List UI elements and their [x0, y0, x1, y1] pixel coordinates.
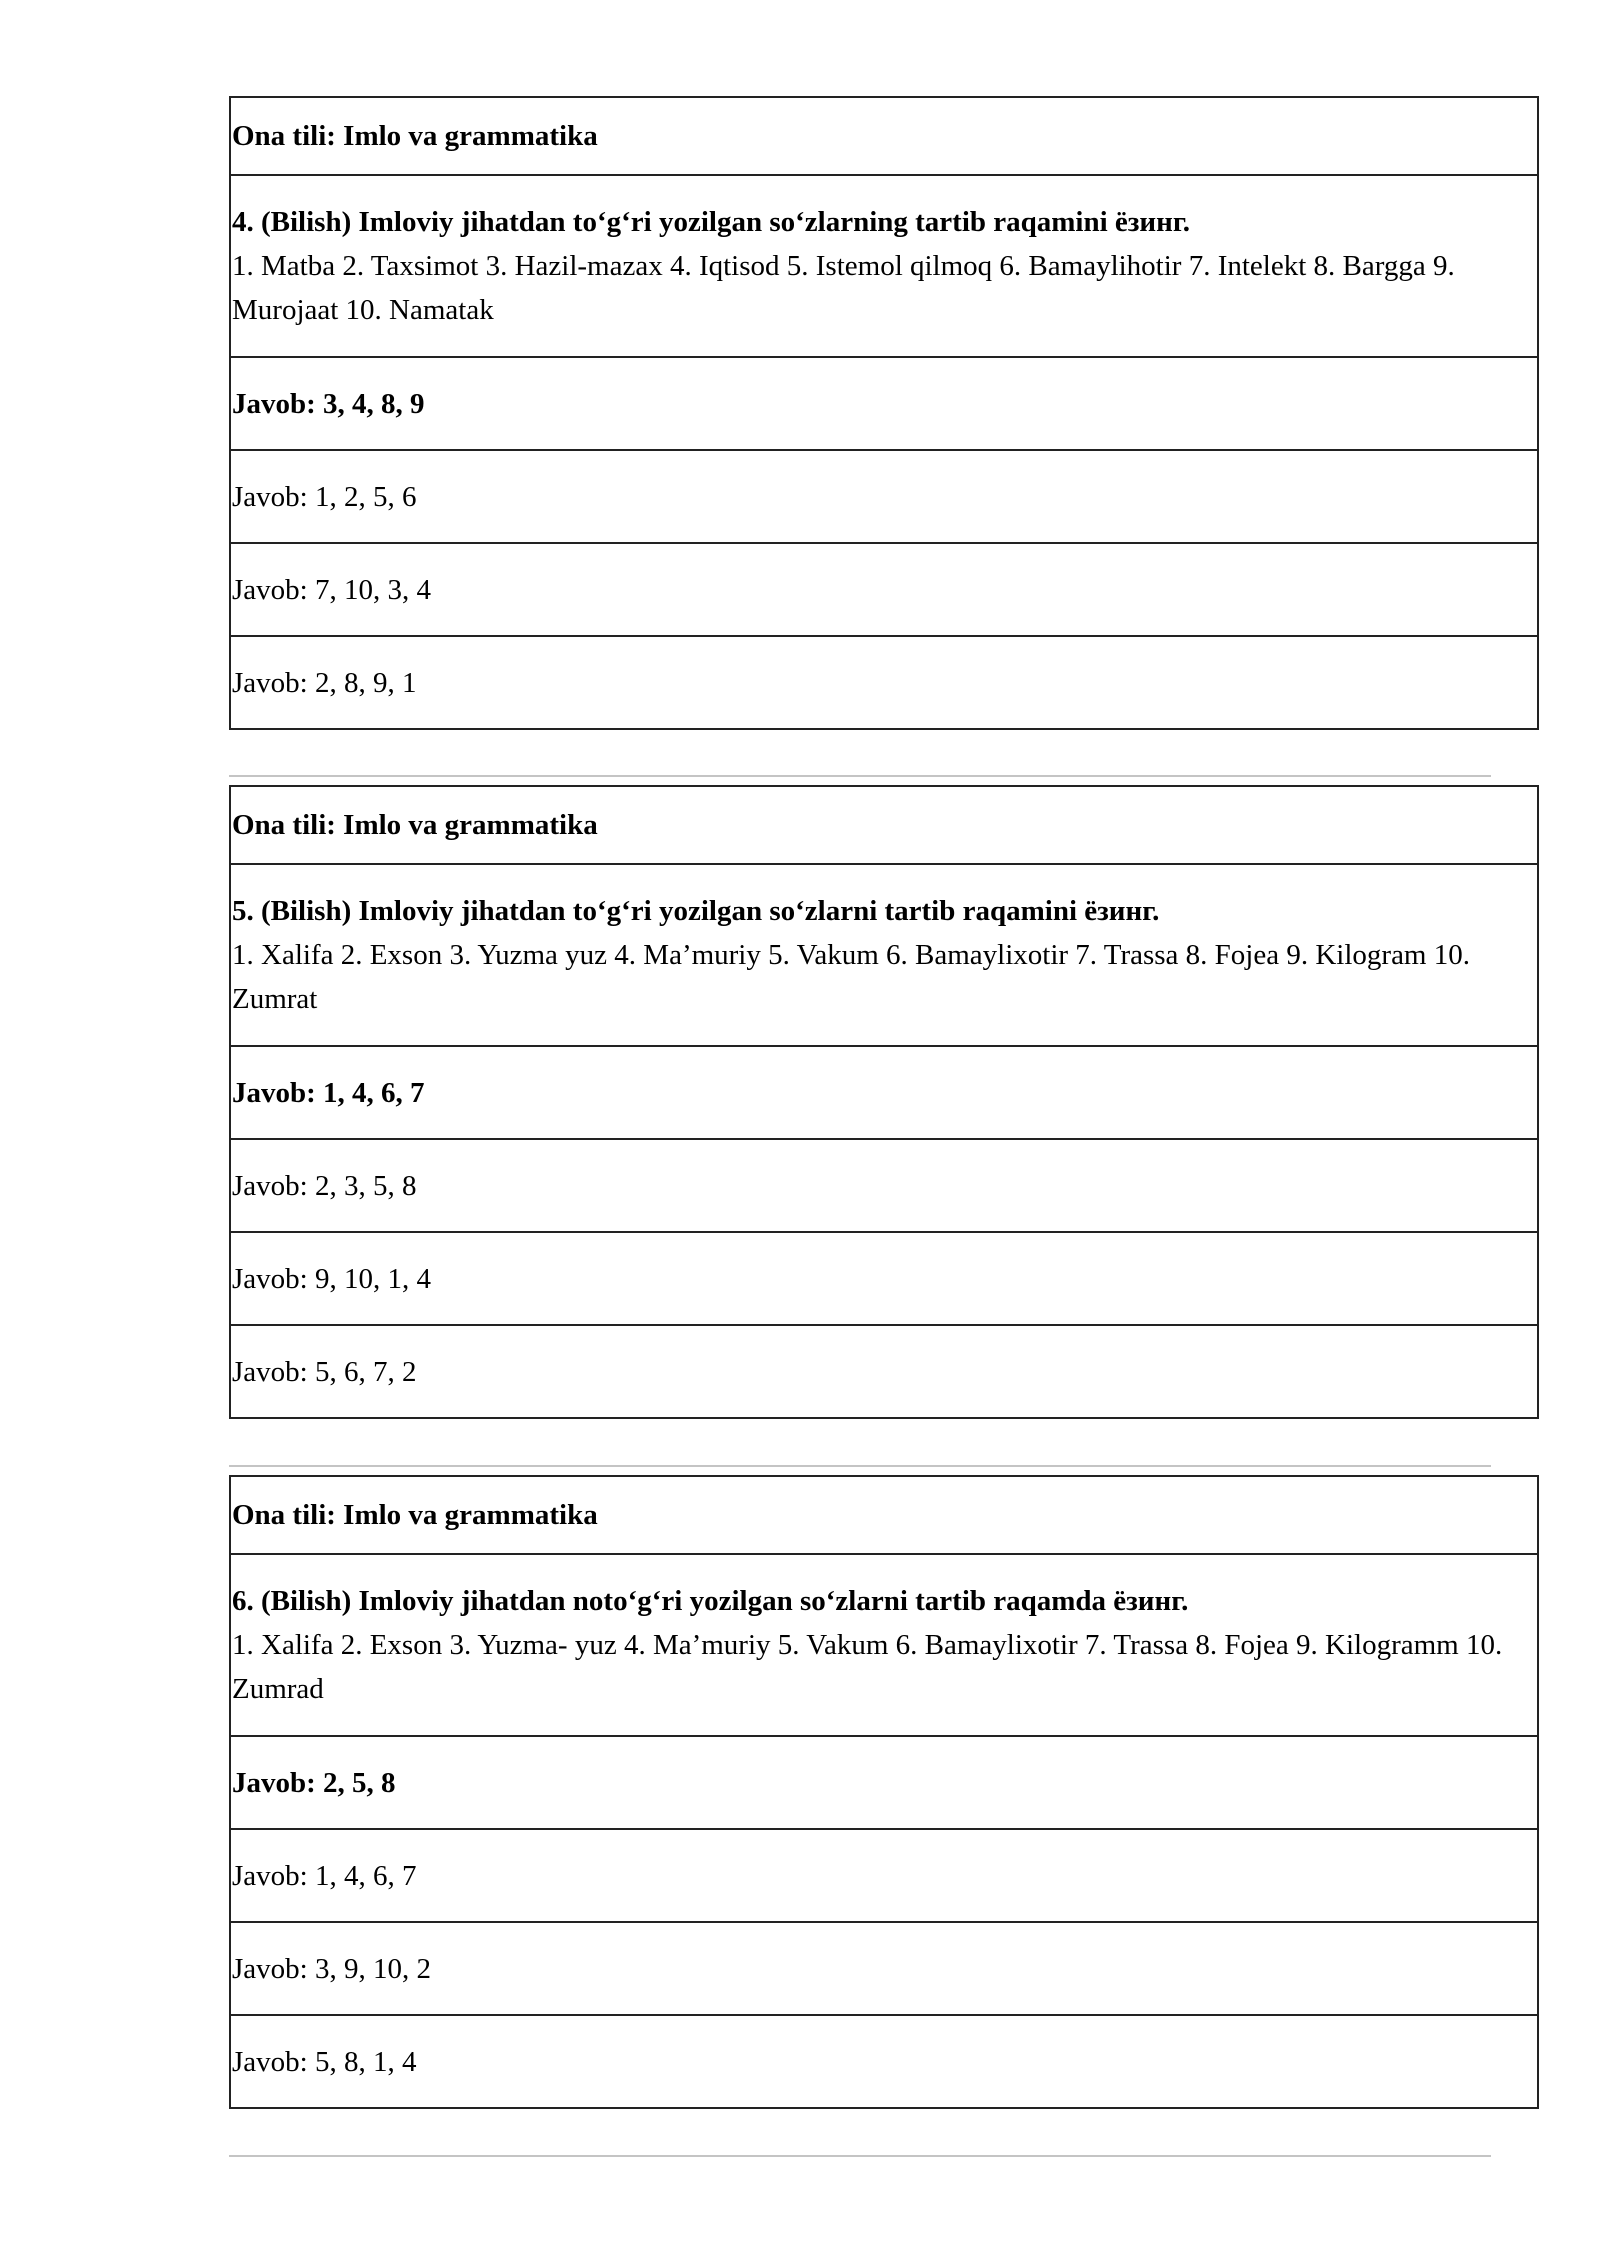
question-cell — [230, 1554, 1538, 1736]
answer-option[interactable]: Javob: 5, 8, 1, 4 — [230, 2015, 1538, 2108]
question-table — [229, 96, 1539, 730]
answer-option[interactable]: Javob: 9, 10, 1, 4 — [230, 1232, 1538, 1325]
divider — [229, 2155, 1491, 2157]
question-prompt: 6. (Bilish) Imloviy jihatdan noto‘g‘ri yozilgan so‘zlarni tartib raqamda ёзинг. — [232, 1585, 1189, 1617]
question-options: 1. Matba 2. Taxsimot 3. Hazil-mazax 4. Iqtisod 5. Istemol qilmoq 6. Bamaylihotir 7. Intelekt 8. Bargga 9. Murojaat 10. Namatak — [232, 250, 1455, 326]
question-cell — [230, 864, 1538, 1046]
question-table — [229, 785, 1539, 1419]
answer-option-correct[interactable]: Javob: 1, 4, 6, 7 — [230, 1046, 1538, 1139]
question-card-5 — [229, 785, 1539, 1419]
answer-option[interactable]: Javob: 3, 9, 10, 2 — [230, 1922, 1538, 2015]
question-card-4 — [229, 96, 1539, 730]
divider — [229, 1465, 1491, 1467]
answer-option[interactable]: Javob: 1, 4, 6, 7 — [230, 1829, 1538, 1922]
subject-title: Ona tili: Imlo va grammatika — [230, 97, 1538, 175]
divider — [229, 775, 1491, 777]
answer-option[interactable]: Javob: 7, 10, 3, 4 — [230, 543, 1538, 636]
question-prompt: 4. (Bilish) Imloviy jihatdan to‘g‘ri yozilgan so‘zlarning tartib raqamini ёзинг. — [232, 206, 1190, 238]
question-prompt: 5. (Bilish) Imloviy jihatdan to‘g‘ri yozilgan so‘zlarni tartib raqamini ёзинг. — [232, 895, 1160, 927]
answer-option[interactable]: Javob: 2, 3, 5, 8 — [230, 1139, 1538, 1232]
answer-option[interactable]: Javob: 5, 6, 7, 2 — [230, 1325, 1538, 1418]
question-options: 1. Xalifa 2. Exson 3. Yuzma yuz 4. Ma’muriy 5. Vakum 6. Bamaylixotir 7. Trassa 8. Fojea 9. Kilogram 10. Zumrat — [232, 939, 1470, 1015]
answer-option[interactable]: Javob: 2, 8, 9, 1 — [230, 636, 1538, 729]
question-table — [229, 1475, 1539, 2109]
question-card-6 — [229, 1475, 1539, 2109]
answer-option-correct[interactable]: Javob: 3, 4, 8, 9 — [230, 357, 1538, 450]
question-options: 1. Xalifa 2. Exson 3. Yuzma- yuz 4. Ma’muriy 5. Vakum 6. Bamaylixotir 7. Trassa 8. Fojea 9. Kilogramm 10. Zumrad — [232, 1629, 1503, 1705]
subject-title: Ona tili: Imlo va grammatika — [230, 1476, 1538, 1554]
answer-option[interactable]: Javob: 1, 2, 5, 6 — [230, 450, 1538, 543]
answer-option-correct[interactable]: Javob: 2, 5, 8 — [230, 1736, 1538, 1829]
question-cell — [230, 175, 1538, 357]
subject-title: Ona tili: Imlo va grammatika — [230, 786, 1538, 864]
